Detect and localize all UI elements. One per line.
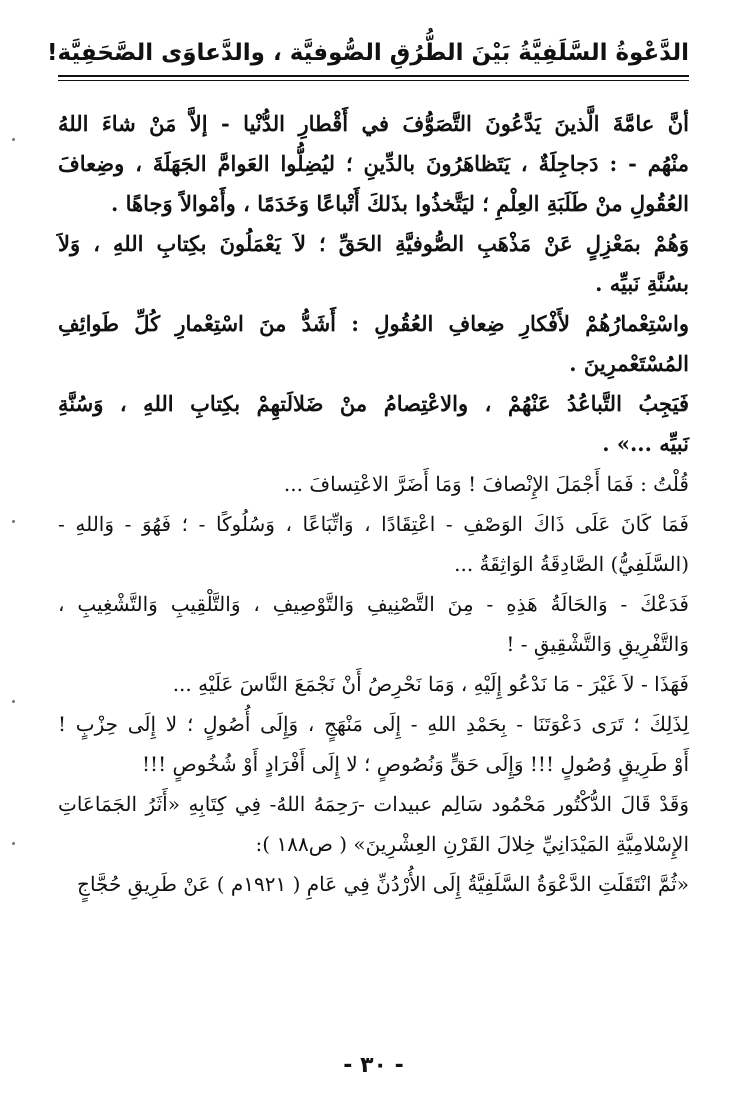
text-line: واسْتِعْمارُهُمْ لأَفْكارِ ضِعافِ العُقُولِ : أَشَدُّ منَ اسْتِعْمارِ كُلِّ طَوائِفِ xyxy=(58,311,689,336)
text-line: الإِسْلامِيَّةِ المَيْدَانِيِّ خِلالَ القَرْنِ العِشْرِينَ» ( ص١٨٨ ): xyxy=(255,832,689,856)
text-line: أَوْ طَرِيقٍ وُصُولٍ !!! وَإِلَى حَقٍّ وَنُصُوصٍ ؛ لا إِلَى أَفْرَادٍ أَوْ شُخُوصٍ !!! xyxy=(142,752,689,776)
text-line: فَمَا كَانَ عَلَى ذَاكَ الوَصْفِ - اعْتِقَادًا ، وَاتِّبَاعًا ، وَسُلُوكًا - ؛ فَهُوَ - وَاللهِ - xyxy=(58,512,689,536)
paragraph xyxy=(58,704,689,784)
text-line: نَبيِّه ...» . xyxy=(602,431,689,456)
paragraph xyxy=(58,584,689,664)
body-text xyxy=(58,104,689,904)
text-line: المُسْتَعْمرِينَ . xyxy=(569,351,689,376)
text-line: وَالتَّفْرِيقِ وَالتَّشْقِيقِ - ! xyxy=(506,632,689,656)
text-line: فَدَعْكَ - وَالحَالَةُ هَذِهِ - مِنَ التَّصْنِيفِ وَالتَّوْصِيفِ ، وَالتَّلْقِيبِ وَالتَّشْغِيبِ ، xyxy=(58,592,689,616)
text-line: «ثُمَّ انْتَقَلَتِ الدَّعْوَةُ السَّلَفِيَّةُ إِلَى الأُرْدُنِّ فِي عَامِ ( ١٩٢١م ) عَنْ طَرِيقِ حُجَّاجٍ xyxy=(77,872,689,896)
paragraph xyxy=(58,504,689,584)
paragraph xyxy=(58,464,689,504)
text-line: أنَّ عامَّةَ الَّذينَ يَدَّعُونَ التَّصَوُّفَ في أَقْطارِ الدُّنْيا - إلاَّ مَنْ شاءَ اللهُ xyxy=(58,111,689,136)
text-line: منْهُم - : دَجاجِلَةٌ ، يَتَظاهَرُونَ بالدِّينِ ؛ ليُضِلُّوا العَوامَّ الجَهَلَةَ ، وضِعافَ xyxy=(58,151,689,176)
paragraph xyxy=(58,664,689,704)
text-line: (السَّلَفِيُّ) الصَّادِقَةُ الوَاثِقَةُ ... xyxy=(454,552,689,576)
paragraph xyxy=(58,104,689,224)
margin-mark xyxy=(12,520,15,523)
margin-mark xyxy=(12,700,15,703)
text-line: فَيَجِبُ التَّباعُدُ عَنْهُمْ ، والاعْتِصامُ منْ ضَلالَتهِمْ بكِتابِ اللهِ ، وَسُنَّةِ xyxy=(58,391,689,416)
running-header: الدَّعْوةُ السَّلَفِيَّةُ بَيْنَ الطُّرُقِ الصُّوفيَّة ، والدَّعاوَى الصَّحَفِيَّة! xyxy=(47,40,689,66)
text-line: قُلْتُ : فَمَا أَجْمَلَ الإِنْصافَ ! وَمَا أَضَرَّ الاعْتِسافَ ... xyxy=(283,472,689,496)
header-rule-thin xyxy=(58,80,689,81)
text-line: فَهَذَا - لاَ غَيْرَ - مَا نَدْعُو إِلَيْهِ ، وَمَا نَحْرِصُ أَنْ نَجْمَعَ النَّاسَ عَلَيْهِ ... xyxy=(172,672,689,696)
paragraph xyxy=(58,224,689,304)
page-number: - ٣٠ - xyxy=(343,1053,404,1078)
text-line: وَهُمْ بمَعْزِلٍ عَنْ مَذْهَبِ الصُّوفيَّةِ الحَقِّ ؛ لاَ يَعْمَلُونَ بكِتابِ اللهِ ، وَلاَ xyxy=(58,231,689,256)
paragraph xyxy=(58,864,689,904)
header-rule-thick xyxy=(58,75,689,77)
margin-mark xyxy=(12,138,15,141)
paragraph xyxy=(58,384,689,464)
margin-mark xyxy=(12,842,15,845)
text-line: لِذَلِكَ ؛ تَرَى دَعْوَتَنَا - بِحَمْدِ اللهِ - إِلَى مَنْهَجٍ ، وَإِلَى أُصُولٍ ؛ لا إِلَى حِزْبٍ ! xyxy=(58,712,689,736)
text-line: بسُنَّةِ نَبيِّه . xyxy=(595,271,689,296)
paragraph xyxy=(58,784,689,864)
text-line: وَقَدْ قَالَ الدُّكْتُور مَحْمُود سَالِم عبيدات -رَحِمَهُ اللهُ- فِي كِتَابِهِ «أَثَرُ الجَمَاعَاتِ xyxy=(58,792,689,816)
paragraph xyxy=(58,304,689,384)
text-line: العُقُولِ منْ طَلَبَةِ العِلْمِ ؛ ليَتَّخذُوا بذَلكَ أَتْباعًا وَخَدَمًا ، وأَمْوالاً وَجاهًا . xyxy=(111,191,689,216)
